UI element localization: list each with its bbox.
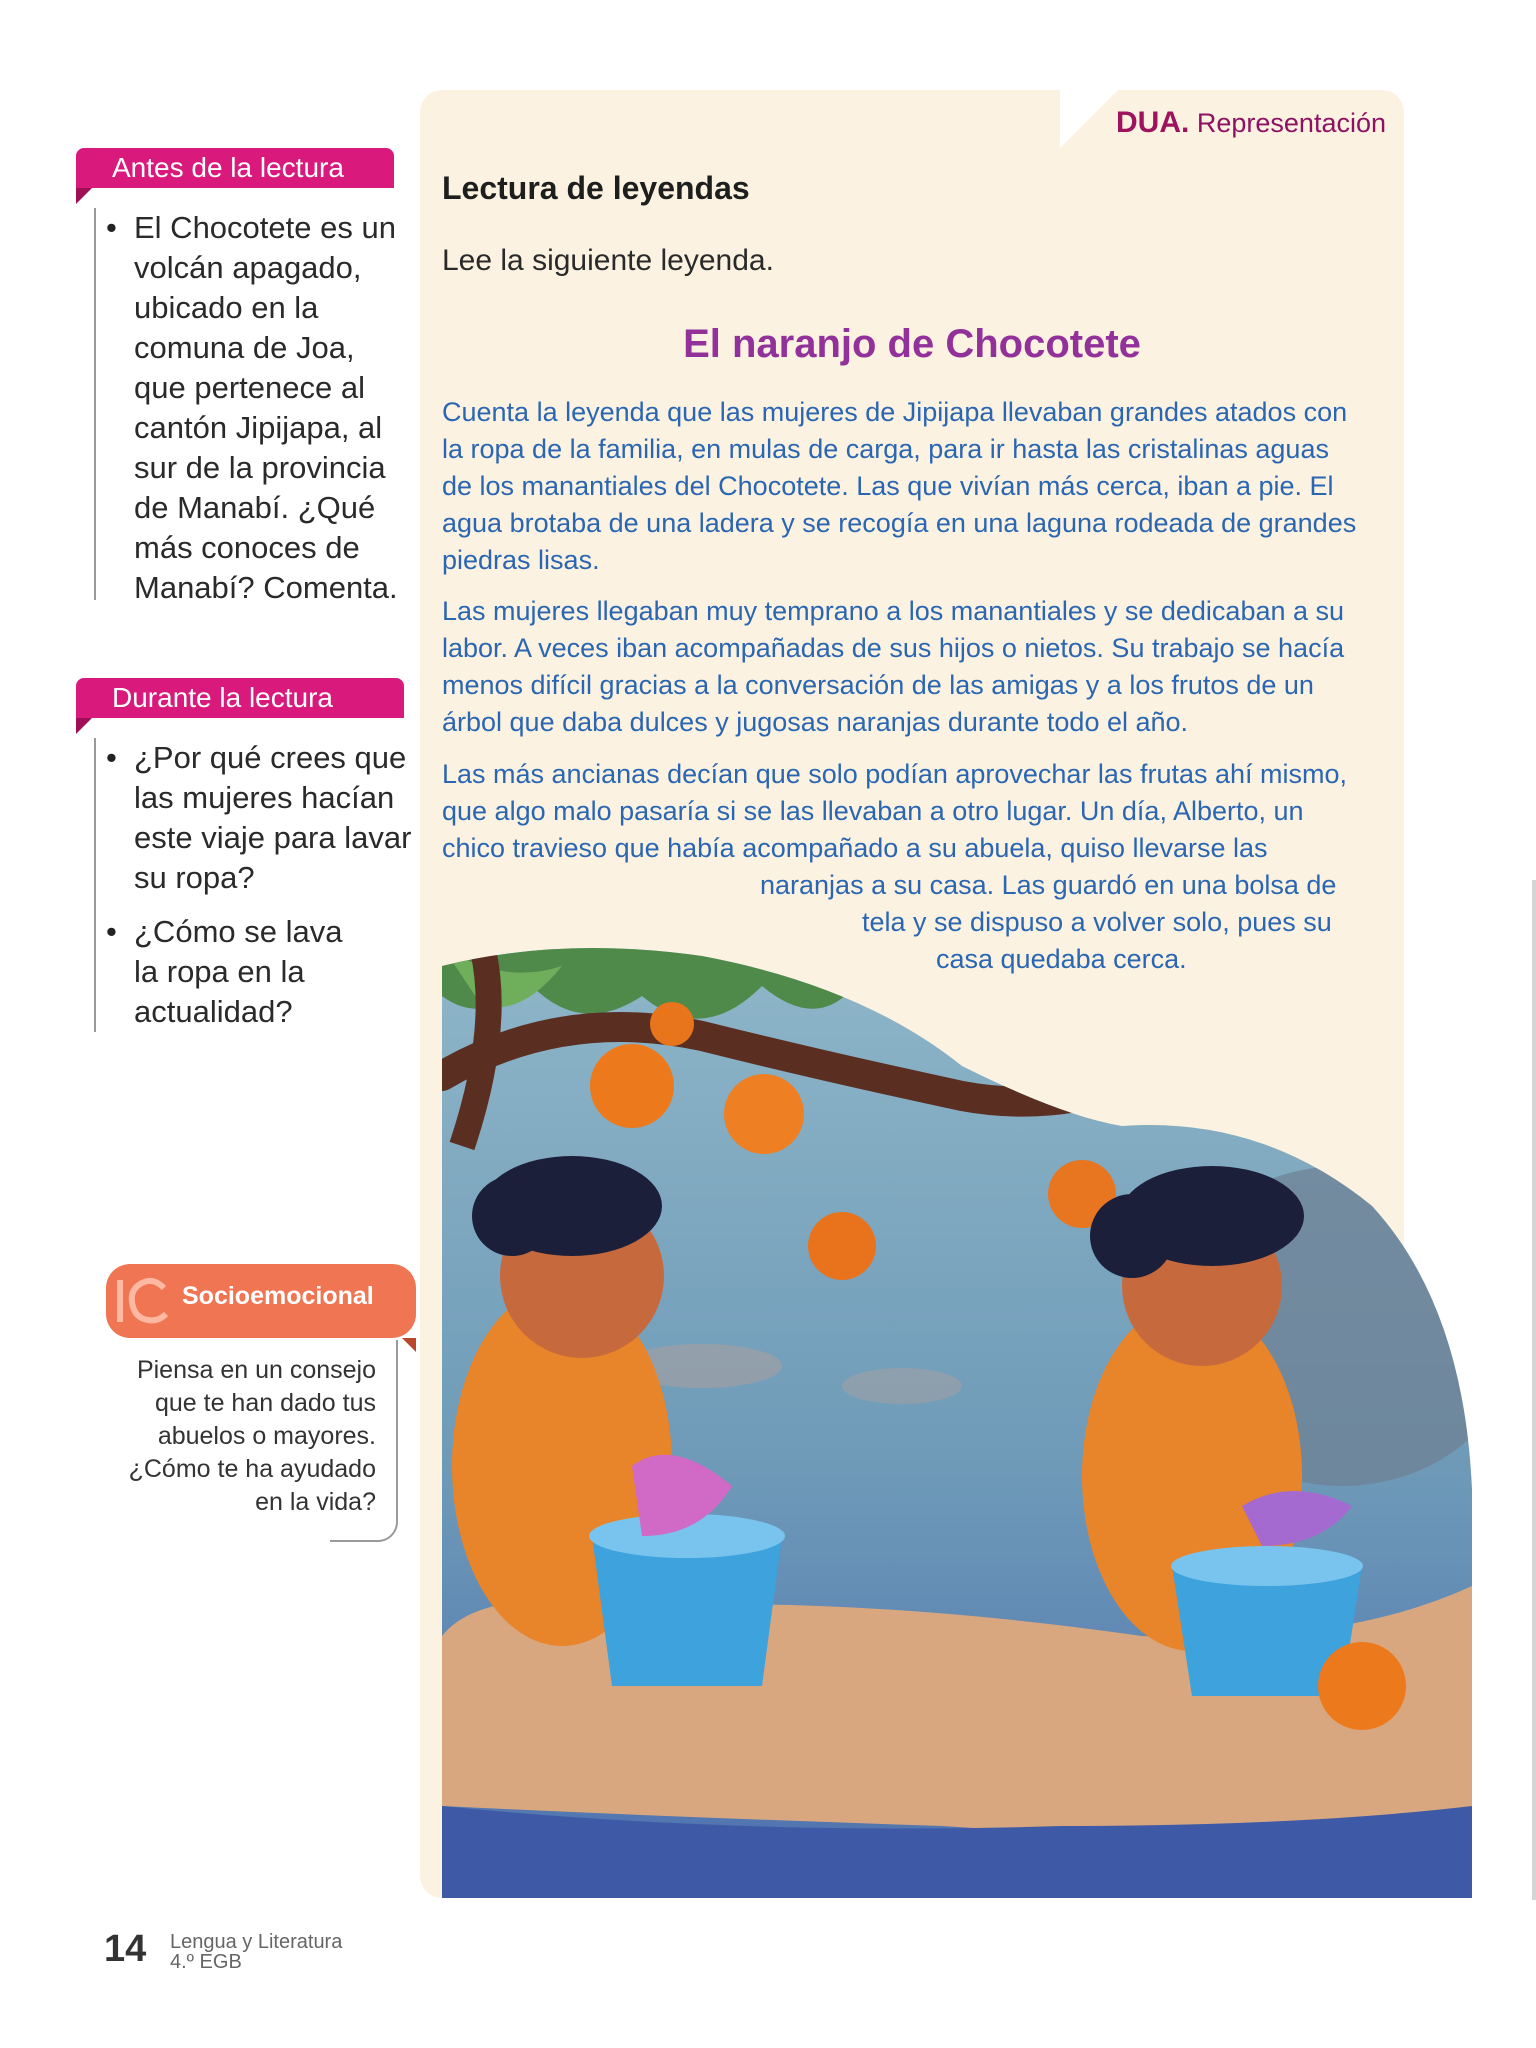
during-item: • ¿Cómo se lava la ropa en la actualidad? xyxy=(134,912,411,1032)
before-item: • El Chocotete es un volcán apagado, ubicado en la comuna de Joa, que pertenece al cantón Jipijapa, al sur de la provincia de Manabí. ¿Qué más conoces de Manabí? Comenta. xyxy=(134,208,398,608)
footer-subject: Lengua y Literatura 4.º EGB xyxy=(170,1931,343,1973)
story-paragraph: Cuenta la leyenda que las mujeres de Jipijapa llevaban grandes atados con la ropa de la familia, en mulas de carga, para ir hasta las cristalinas aguas de los manantiales del Chocotete. Las que vivían más cerca, iban a pie. El agua brotaba de una ladera y se recogía en una laguna rodeada de grandes piedras lisas. xyxy=(442,397,1357,575)
story-paragraph: Las más ancianas decían que solo podían aprovechar las frutas ahí mismo, que algo malo pasaría si se las llevaban a otro lugar. Un día, Alberto, un chico travieso que había acompañado a su abuela, quiso llevarse las naranjas a su casa. Las guardó en una bolsa de tela y se dispuso a volver solo, pues su casa quedaba cerca. xyxy=(442,759,1348,974)
instruction: Lee la siguiente leyenda. xyxy=(442,244,774,277)
during-item: • ¿Por qué crees que las mujeres hacían este viaje para lavar su ropa? xyxy=(134,738,411,898)
story-title: El naranjo de Chocotete xyxy=(683,322,1141,366)
washing-women-illustration xyxy=(442,946,1472,1898)
during-reading-box xyxy=(94,738,411,1032)
before-reading-box xyxy=(94,208,398,605)
socioemotional-text: Piensa en un consejo que te han dado tus abuelos o mayores. ¿Cómo te ha ayudado en la vida? xyxy=(128,1356,376,1516)
before-reading-tab xyxy=(76,148,394,188)
dua-label: DUA. Representación xyxy=(1116,106,1386,139)
during-reading-tab xyxy=(76,678,404,718)
section-title: Lectura de leyendas xyxy=(442,170,750,206)
page-edge xyxy=(1532,880,1536,1900)
before-reading-label: Antes de la lectura xyxy=(112,152,344,183)
page-number: 14 xyxy=(104,1928,147,1970)
story-paragraph: Las mujeres llegaban muy temprano a los manantiales y se dedicaban a su labor. A veces iban acompañadas de sus hijos o nietos. Su trabajo se hacía menos difícil gracias a la conversación de las amigas y a los frutos de un árbol que daba dulces y jugosas naranjas durante todo el año. xyxy=(442,596,1345,737)
during-reading-label: Durante la lectura xyxy=(112,682,334,713)
socioemotional-icon xyxy=(114,1272,174,1330)
panel-corner xyxy=(1060,90,1118,148)
socioemotional-label: Socioemocional xyxy=(182,1282,374,1310)
socioemotional-tab xyxy=(106,1264,416,1338)
